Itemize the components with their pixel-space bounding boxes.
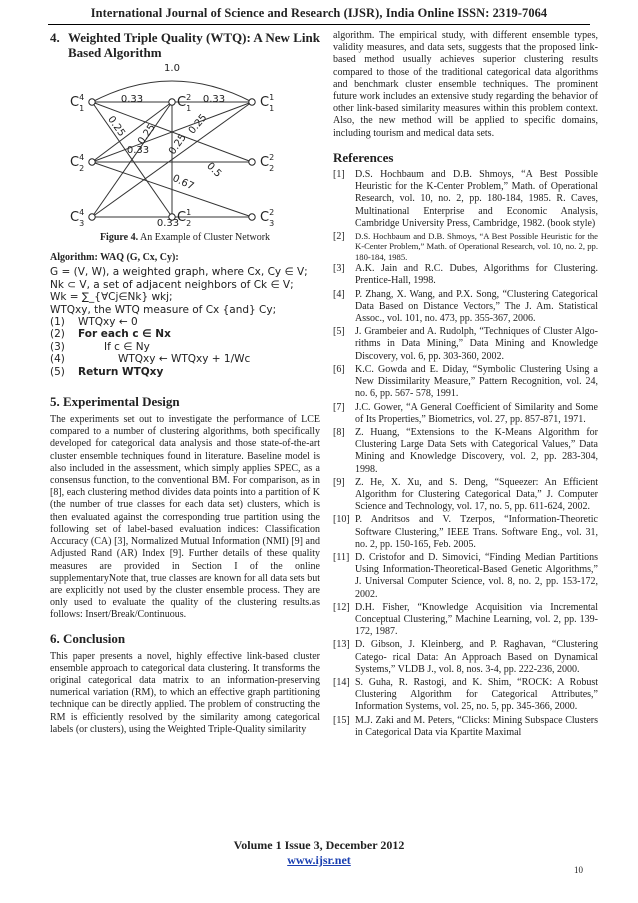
network-node <box>169 99 175 105</box>
network-node-label: $C^2$ 3 <box>260 208 275 228</box>
reference-item: [13] D. Gibson, J. Kleinberg, and P. Raghavan, “Clustering Catego- rical Data: An Approach Based on Dynamical Systems,” VLDB J., vol. 8, nos. 3-4, pp. 222-236, 2000. <box>333 639 598 675</box>
network-node-label: $C^1$ 2 <box>177 208 192 228</box>
section-5-heading: 5. Experimental Design <box>50 394 180 410</box>
network-node-label: $C^2$ 2 <box>260 153 275 173</box>
network-edge-weight: 0.25 <box>136 122 158 147</box>
reference-item: [12] D.H. Fisher, “Knowledge Acquisition via Incremental Conceptual Clustering,” Machine Learning, vol. 2, pp. 139-172, 1987. <box>333 601 598 638</box>
network-edge-weight: 0.33 <box>202 94 226 105</box>
reference-item: [10] P. Andritsos and V. Tzerpos, “Information-Theoretic Software Clustering,” IEEE Trans. Software Eng., vol. 31, no. 2, pp. 150-165, Feb. 2005. <box>333 514 598 550</box>
page-number: 10 <box>574 865 583 875</box>
network-edge-weight: 0.25 <box>105 114 127 139</box>
section-5-body: The experiments set out to investigate the performance of LCE compared to a number of clustering algorithms, both specifically developed for categorical data analysis and those state-of-the-art cluster ensemble techniques found in literature. Baseline model is also included in the assessment, which simply applies SPEC, as a consensus function, to the conventional BM. For comparison, as in [8], each clustering method divides data points into a partition of K (the number of true classes for each data set) clusters, which is then evaluated against the corresponding true partition using the following set of label-based evaluation indices: Classification Accuracy (CA) [3], Normalized Mutual Information (NMI) [9] and Adjusted Rand (AR) Index [9]. Further details of these quality measures are provided in Section I of the online supplementaryNote that, true classes are known for all data sets but are explicitly not used by the cluster ensemble process. They are only used to evaluate the quality of the clustering results.as follows: Insert/Break/Continuous. <box>50 414 320 621</box>
network-edge-weight: 0.33 <box>120 94 144 105</box>
network-edge-weight: 1.0 <box>164 63 180 74</box>
figure-caption-label: Figure 4. <box>99 232 139 243</box>
algorithm-step: (1) WTQxy ← 0 <box>50 316 138 329</box>
network-node-label: $C^1$ 1 <box>260 93 275 113</box>
network-node-label: $C^4$ 3 <box>70 208 85 228</box>
reference-item: [9] Z. He, X. Xu, and S. Deng, “Squeezer: An Efficient Algorithm for Clustering Categorical Data,” J. Computer Science and Technology, vol. 17, no. 5, pp. 611-624, 2002. <box>333 476 598 513</box>
figure-caption <box>50 232 320 244</box>
algorithm-step: (4) WTQxy ← WTQxy + 1/Wc <box>50 353 251 366</box>
reference-item: [4] P. Zhang, X. Wang, and P.X. Song, “Clustering Categorical Data Based on Distance Vectors,” The J. Am. Statistical Assoc., vol. 101, no. 473, pp. 355-367, 2006. <box>333 288 598 325</box>
footer-site-link[interactable]: www.ijsr.net <box>287 853 351 867</box>
conclusion-continued: algorithm. The empirical study, with different ensemble types, validity measures, and data sets, suggests that the proposed link-based method usually achieves superior clustering results compared to those of the traditional categorical data algorithms and benchmark cluster ensemble techniques. The prominent future work includes an extensive study regarding the behavior of other link-based similarity measures within this problem context. Also, the new method will be applied to specific domains, including tourism and medical data sets. <box>333 30 598 139</box>
algorithm-def-wtq: WTQxy, the WTQ measure of Cx {and} Cy; <box>50 303 277 316</box>
network-edge-weight: 0.33 <box>156 218 180 229</box>
network-node-label: $C^4$ 2 <box>70 153 85 173</box>
references-heading: References <box>333 149 394 165</box>
reference-item: [5] J. Grambeier and A. Rudolph, “Techniques of Cluster Algo- rithms in Data Mining,” Data Mining and Knowledge Discovery, vol. 6, pp. 303-360, 2002. <box>333 326 598 362</box>
reference-item: [6] K.C. Gowda and E. Diday, “Symbolic Clustering Using a New Dissimilarity Measure,” Pattern Recognition, vol. 24, no. 6, pp. 567- 578, 1991. <box>333 363 598 400</box>
reference-item: [2] D.S. Hochbaum and D.B. Shmoys, “A Best Possible Heuristic for the K-Center Problem,” Math. of Operational Research, vol. 10, no. 2, pp. 180-184, 1985. <box>333 231 598 262</box>
reference-item: [8] Z. Huang, “Extensions to the K-Means Algorithm for Clustering Large Data Sets with Categorical Values,” Data Mining and Knowledge Discovery, vol. 2, pp. 283-304, 1998. <box>333 426 598 475</box>
network-node-label: $C^4$ 1 <box>70 93 85 113</box>
network-edge-weight: 0.25 <box>186 112 210 137</box>
figure-caption-text: An Example of Cluster Network <box>138 232 271 243</box>
algorithm-def-graph: G = (V, W), a weighted graph, where Cx, Cy ∈ V; <box>50 266 308 279</box>
algorithm-step: (2) For each c ∈ Nx <box>50 328 171 341</box>
reference-item: [11] D. Cristofor and D. Simovici, “Finding Median Partitions Using Information-Theoretical-Based Genetic Algorithms,” J. Universal Computer Science, vol. 8, no. 2, pp. 153-172, 2002. <box>333 551 598 600</box>
algorithm-title: Algorithm: WAQ (G, Cx, Cy): <box>50 252 179 264</box>
header-rule <box>48 24 590 25</box>
reference-item: [7] J.C. Gower, “A General Coefficient of Similarity and Some of Its Properties,” Biometrics, vol. 27, pp. 857-871, 1971. <box>333 401 598 425</box>
section-6-heading: 6. Conclusion <box>50 630 126 646</box>
network-node <box>89 214 95 220</box>
network-node-label: $C^2$ 1 <box>177 93 192 113</box>
network-edge-weight: 0.25 <box>167 132 189 157</box>
algorithm-step: (3) If c ∈ Ny <box>50 340 150 353</box>
network-edge-weight: 0.67 <box>170 173 196 193</box>
network-node <box>249 159 255 165</box>
reference-item: [3] A.K. Jain and R.C. Dubes, Algorithms for Clustering. Prentice-Hall, 1998. <box>333 263 598 287</box>
network-edge-weight: 0.33 <box>126 145 150 156</box>
algorithm-step: (5) Return WTQxy <box>50 365 164 378</box>
reference-item: [15] M.J. Zaki and M. Peters, “Clicks: Mining Subspace Clusters in Categorical Data via Kpartite Maximal <box>333 714 598 738</box>
page-footer <box>0 838 638 868</box>
references-list <box>333 169 598 739</box>
network-node <box>249 214 255 220</box>
section-4-heading <box>50 30 320 60</box>
network-node <box>89 99 95 105</box>
network-node <box>249 99 255 105</box>
network-node <box>89 159 95 165</box>
left-column <box>50 30 320 736</box>
reference-item: [1] D.S. Hochbaum and D.B. Shmoys, “A Best Possible Heuristic for the K-Center Problem,” Math. of Operational Research, vol. 10, no. 2, pp. 180-184, 1985. R. Caves, Multinational Enterprise and Economic Analysis, Cambridge University Press, Cambridge, 1982. (book style) <box>333 169 598 229</box>
reference-item: [14] S. Guha, R. Rastogi, and K. Shim, “ROCK: A Robust Clustering Algorithm for Categorical Attributes,” Information Systems, vol. 25, no. 5, pp. 345-366, 2000. <box>333 676 598 713</box>
section-4-number: 4. <box>50 30 60 45</box>
right-column <box>333 30 598 740</box>
footer-issue: Volume 1 Issue 3, December 2012 <box>233 838 405 852</box>
section-4-title: Weighted Triple Quality (WTQ): A New Link Based Algorithm <box>68 30 320 60</box>
algorithm-def-neighbors: Nk ⊂ V, a set of adjacent neighbors of Ck ∈ V; <box>50 278 294 291</box>
figure-cluster-network <box>50 62 320 230</box>
section-6-body: This paper presents a novel, highly effective link-based cluster ensemble approach to categorical data clustering. It transforms the original categorical data matrix to an information-preserving numerical variation (RM), to which an effective graph partitioning technique can be directly applied. The problem of constructing the RM is efficiently resolved by the similarity among categorical labels (or clusters), using the Weighted Triple-Quality similarity <box>50 650 320 735</box>
algorithm-def-weight-sum: Wk = ∑_{∀Cj∈Nk} wkj; <box>50 291 173 304</box>
journal-header: International Journal of Science and Research (IJSR), India Online ISSN: 2319-7064 <box>90 6 548 20</box>
network-edge-weight: 0.5 <box>204 160 224 180</box>
